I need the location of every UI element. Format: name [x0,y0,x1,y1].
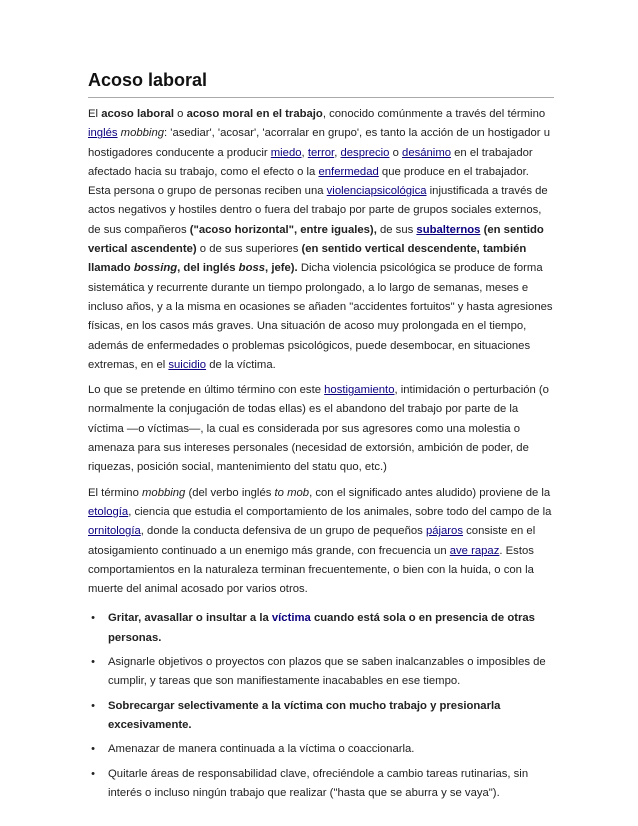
italic-term: to mob [274,486,310,499]
link-enfermedad[interactable]: enfermedad [318,165,379,178]
paragraph-intro [88,105,554,375]
text: , intimidación o perturbación (o normalmente la conjugación de todas ellas) es el abandono del trabajo por parte de la víctima —o víctimas—, la cual es considerada por sus agresores como una molestia o amenaza para sus intereses personales (necesidad de extorsión, ambición de poder, de riquezas, posición social, mantenimiento del statu quo, etc.) [88,384,549,474]
text: en el trabajador afectado hacia su trabajo, como el efecto o la [88,146,533,178]
text: , [301,146,308,159]
bold-term [108,612,535,643]
bold-term: Sobrecargar selectivamente a la víctima con mucho trabajo y presionarla excesivamente. [108,699,501,731]
link-subalternos[interactable]: subalternos [416,223,481,236]
link-desanimo[interactable]: desánimo [402,146,452,159]
text: El término [88,486,142,499]
italic-term: mobbing [142,486,186,499]
text: consiste en el atosigamiento continuado a un enemigo más grande, con frecuencia un [88,525,536,557]
text: cuando está sola o en presencia de otras personas. [108,612,535,644]
article [88,70,554,808]
text: , ciencia que estudia el comportamiento de los animales, sobre todo del campo de la [128,505,552,518]
link-violencia-psicologica[interactable]: violenciapsicológica [326,185,427,198]
text: o de sus superiores [196,243,302,256]
text: o [174,108,187,120]
bullet-icon: • [91,743,95,756]
text: que produce en el trabajador. Esta persona o grupo de personas reciben una [88,165,529,198]
text: Quitarle áreas de responsabilidad clave, ofreciéndole a cambio tareas rutinarias, sin interés o incluso ningún trabajo que realizar ("hasta que se aburra y se vaya"). [108,767,529,799]
italic-term: bossing [133,262,178,275]
list-item [88,765,554,804]
text: , jefe). [265,262,298,275]
list-item [88,653,554,692]
link-ornitologia[interactable]: ornitología [88,525,141,538]
text: . Estos comportamientos en la naturaleza terminan frecuentemente, o bien con la huida, o con la muerte del animal acosado por varios otros. [88,544,534,596]
text: injustificada a través de actos negativos y hostiles dentro o fuera del trabajo por parte de grupos sociales externos, de sus compañeros [88,185,548,236]
text: , con el significado antes aludido) proviene de la [309,486,551,499]
italic-term: boss [238,262,266,275]
text: (del verbo inglés [185,486,275,499]
text: Gritar, avasallar o insultar a la [108,612,272,625]
bold-term: (en sentido vertical ascendente) [88,223,544,256]
bullet-icon: • [91,767,95,780]
behavior-list [88,609,554,803]
text: : 'asediar', 'acosar', 'acorralar en grupo', es tanto la acción de un hostigador u hostigadores conducente a producir [88,127,550,159]
bullet-icon: • [91,612,95,625]
bold-term: ("acoso horizontal", entre iguales), [189,223,377,236]
text: El [88,108,102,120]
bullet-icon: • [91,656,95,669]
text: , del inglés [177,262,239,275]
link-suicidio[interactable]: suicidio [168,358,207,371]
list-item [88,697,554,736]
link-etologia[interactable]: etología [88,505,129,518]
paragraph-origin [88,484,554,600]
text: , [334,146,341,159]
text: de sus [376,223,417,236]
text: de la víctima. [206,358,276,371]
link-ave-rapaz[interactable]: ave rapaz [449,544,500,557]
bold-term: acoso laboral [101,108,175,120]
italic-term: mobbing [120,127,165,140]
text: víctima [271,612,311,625]
text: Amenazar de manera continuada a la víctima o coaccionarla. [108,743,415,756]
bold-term: acoso moral en el trabajo [186,108,323,120]
page-title: Acoso laboral [88,70,554,98]
text: Dicha violencia psicológica se produce de forma sistemática y recurrente durante un tiempo prolongado, a lo largo de semanas, meses e incluso años, y a la misma en ocasiones se añaden "accidentes fortuitos" y hasta agresiones físicas, en los casos más graves. Una situación de acoso muy prolongada en el tiempo, además de enfermedades o problemas psicológicos, puede desembocar, en situaciones extremas, en el [88,262,553,371]
text: , conocido comúnmente a través del término [322,108,546,120]
text: Asignarle objetivos o proyectos con plazos que se saben inalcanzables o imposibles de cumplir, y tareas que son manifiestamente inacabables en ese tiempo. [108,656,546,688]
link-terror[interactable]: terror [307,146,335,159]
text: o [389,146,403,159]
link-hostigamiento[interactable]: hostigamiento [324,384,395,397]
bullet-icon: • [91,699,95,712]
text: Lo que se pretende en último término con este [88,384,325,397]
link-miedo[interactable]: miedo [270,146,302,159]
list-item [88,609,554,648]
link-ingles[interactable]: inglés [88,127,118,140]
paragraph-objective [88,381,554,477]
link-pajaros[interactable]: pájaros [425,525,463,538]
text: (en sentido vertical descendente, también llamado [88,243,527,275]
link-desprecio[interactable]: desprecio [340,146,390,159]
text: , donde la conducta defensiva de un grupo de pequeños [140,525,426,538]
list-item [88,740,554,759]
